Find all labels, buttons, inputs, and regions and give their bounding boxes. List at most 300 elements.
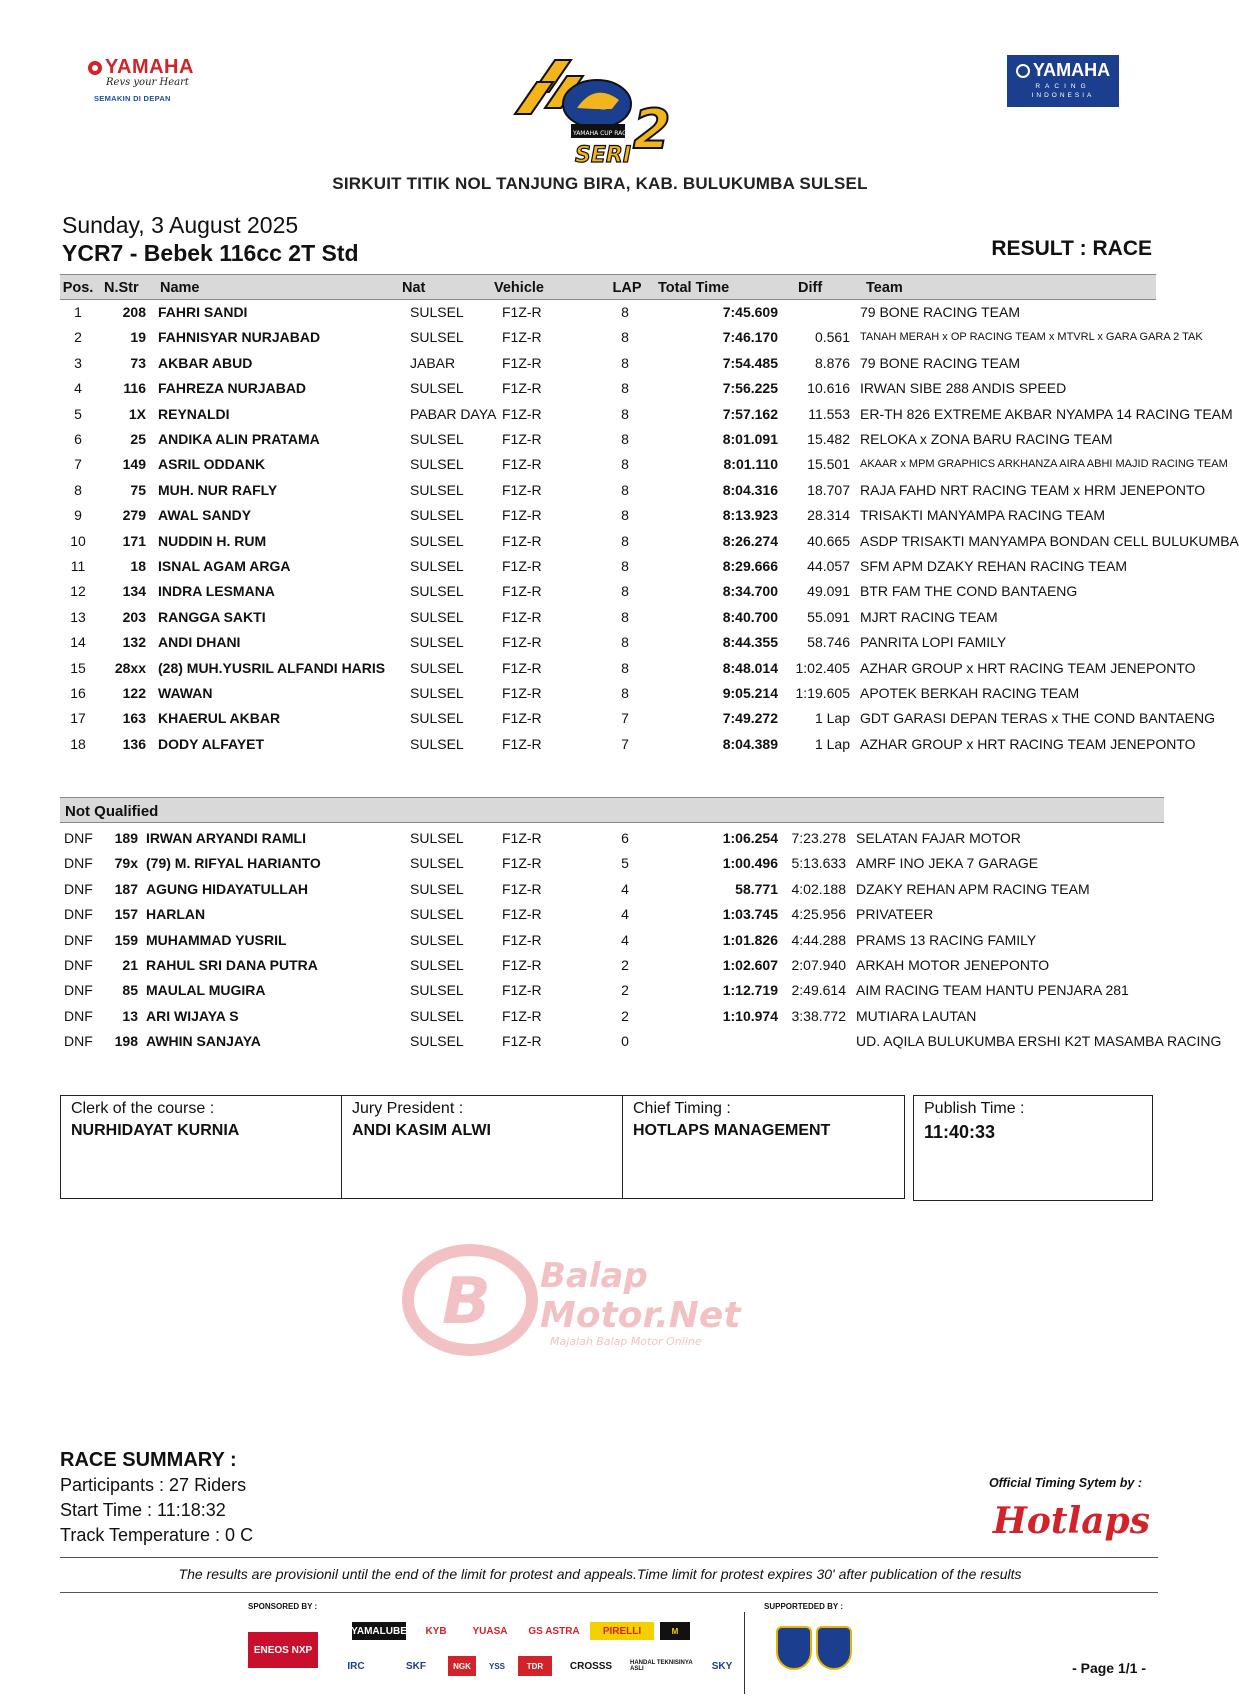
table-row: [60, 554, 1156, 579]
number-cell: 79x: [114, 855, 138, 872]
col-pos: Pos.: [62, 280, 94, 296]
table-row: [60, 529, 1239, 554]
vehicle-cell: F1Z-R: [502, 931, 542, 948]
hotlaps-logo: Hotlaps: [992, 1500, 1150, 1542]
diff-cell: 1 Lap: [814, 735, 850, 752]
rider-name-cell: NUDDIN H. RUM: [158, 532, 267, 549]
diff-cell: 1 Lap: [814, 710, 850, 727]
lap-cell: 8: [621, 634, 629, 651]
table-row: [60, 928, 1156, 953]
position-cell: DNF: [64, 931, 93, 948]
nat-cell: SULSEL: [410, 532, 464, 549]
sponsor-logo: IRC: [328, 1656, 384, 1676]
position-cell: 15: [70, 659, 86, 676]
number-cell: 73: [130, 354, 146, 371]
number-cell: 18: [130, 558, 146, 574]
rider-name-cell: RANGGA SAKTI: [158, 608, 266, 625]
nat-cell: SULSEL: [410, 583, 464, 600]
diff-cell: 49.091: [807, 583, 850, 600]
sponsor-logo: YAMALUBE: [352, 1622, 406, 1640]
total-time-cell: 8:26.274: [722, 532, 778, 549]
nat-cell: SULSEL: [410, 608, 464, 625]
diff-cell: 11.553: [808, 405, 850, 422]
number-cell: 187: [114, 880, 138, 897]
chief-timing-box: [622, 1095, 905, 1199]
team-cell: AIM RACING TEAM HANTU PENJARA 281: [856, 982, 1129, 999]
vehicle-cell: F1Z-R: [502, 329, 542, 346]
track-temperature: Track Temperature : 0 C: [60, 1525, 254, 1545]
table-row: [60, 579, 1156, 604]
total-time-cell: 1:01.826: [722, 931, 778, 948]
number-cell: 116: [123, 380, 146, 397]
not-qualified-header: Not Qualified: [60, 797, 1164, 823]
table-row: [60, 851, 1156, 876]
sponsor-logo: M: [660, 1622, 690, 1640]
number-cell: 198: [114, 1033, 138, 1050]
vehicle-cell: F1Z-R: [502, 558, 542, 574]
vehicle-cell: F1Z-R: [502, 906, 542, 923]
table-row: [60, 1029, 1222, 1054]
team-cell: MUTIARA LAUTAN: [856, 1007, 977, 1024]
lap-cell: 8: [621, 304, 629, 320]
diff-cell: 40.665: [807, 532, 850, 549]
table-row: [60, 402, 1233, 427]
total-time-cell: 1:00.496: [722, 855, 778, 872]
nat-cell: SULSEL: [410, 304, 464, 320]
sponsor-logo: KYB: [416, 1622, 456, 1640]
position-cell: 2: [74, 329, 82, 346]
table-row: [60, 503, 1156, 528]
number-cell: 21: [122, 957, 138, 973]
col-name: Name: [160, 280, 200, 296]
total-time-cell: 1:12.719: [722, 982, 778, 999]
team-cell: 79 BONE RACING TEAM: [860, 304, 1021, 320]
race-summary: [60, 1448, 253, 1548]
rider-name-cell: AWAL SANDY: [158, 507, 252, 524]
vehicle-cell: F1Z-R: [502, 710, 542, 727]
rider-name-cell: FAHRI SANDI: [158, 304, 248, 320]
diff-cell: 18.707: [807, 481, 850, 498]
vehicle-cell: F1Z-R: [502, 532, 542, 549]
lap-cell: 8: [621, 608, 629, 625]
nat-cell: JABAR: [410, 354, 456, 371]
vehicle-cell: F1Z-R: [502, 855, 542, 872]
lap-cell: 7: [621, 735, 629, 752]
team-cell: TRISAKTI MANYAMPA RACING TEAM: [860, 507, 1106, 524]
diff-cell: 15.501: [807, 456, 850, 473]
team-cell: IRWAN SIBE 288 ANDIS SPEED: [860, 380, 1067, 397]
rider-name-cell: ANDI DHANI: [158, 634, 241, 651]
lap-cell: 8: [621, 329, 629, 346]
vehicle-cell: F1Z-R: [502, 583, 542, 600]
jury-name: ANDI KASIM ALWI: [352, 1122, 491, 1139]
number-cell: 13: [122, 1007, 138, 1024]
chief-timing-label: Chief Timing :: [633, 1100, 731, 1117]
footer-divider-top: [60, 1557, 1158, 1558]
rider-name-cell: MUH. NUR RAFLY: [158, 481, 278, 498]
rider-name-cell: ANDIKA ALIN PRATAMA: [158, 431, 320, 447]
position-cell: 6: [74, 431, 82, 447]
lap-cell: 4: [621, 906, 629, 923]
diff-cell: 7:23.278: [791, 830, 846, 846]
position-cell: DNF: [64, 1007, 93, 1024]
number-cell: 1X: [128, 405, 146, 422]
yamaha-brand-text: YAMAHA: [105, 56, 194, 78]
results-table-header: [60, 274, 1156, 300]
nat-cell: SULSEL: [410, 735, 464, 752]
total-time-cell: 7:49.272: [722, 710, 778, 727]
rider-name-cell: (28) MUH.YUSRIL ALFANDI HARIS: [158, 659, 386, 676]
rider-name-cell: HARLAN: [146, 906, 206, 923]
clerk-name: NURHIDAYAT KURNIA: [71, 1122, 240, 1139]
total-time-cell: 1:06.254: [722, 830, 778, 846]
yamaha-emblem-icon: [88, 61, 102, 75]
lap-cell: 8: [621, 380, 629, 397]
table-row: [60, 452, 1228, 477]
table-row: [60, 953, 1156, 978]
nat-cell: SULSEL: [410, 558, 464, 574]
team-cell: RELOKA x ZONA BARU RACING TEAM: [860, 431, 1113, 447]
police-badge-icon: [776, 1626, 812, 1670]
rider-name-cell: FAHREZA NURJABAD: [158, 380, 307, 397]
diff-cell: 1:02.405: [795, 659, 850, 676]
team-cell: PANRITA LOPI FAMILY: [860, 634, 1007, 651]
rider-name-cell: AWHIN SANJAYA: [146, 1033, 261, 1050]
diff-cell: 3:38.772: [791, 1007, 846, 1024]
svg-text:Motor.Net: Motor.Net: [540, 1295, 741, 1336]
diff-cell: 4:02.188: [791, 880, 846, 897]
imi-badge-icon: [816, 1626, 852, 1670]
svg-text:2: 2: [633, 98, 671, 161]
sponsor-logo: ENEOS NXP: [248, 1632, 318, 1668]
position-cell: DNF: [64, 830, 93, 846]
table-row: [60, 630, 1156, 655]
team-cell: RAJA FAHD NRT RACING TEAM x HRM JENEPONTO: [860, 481, 1206, 498]
position-cell: 10: [70, 532, 86, 549]
position-cell: DNF: [64, 982, 93, 999]
svg-text:YAMAHA CUP RACE: YAMAHA CUP RACE: [573, 130, 631, 137]
class-title: YCR7 - Bebek 116cc 2T Std: [62, 240, 359, 266]
number-cell: 157: [114, 906, 138, 923]
nat-cell: SULSEL: [410, 710, 464, 727]
team-cell: AMRF INO JEKA 7 GARAGE: [856, 855, 1039, 872]
number-cell: 203: [122, 608, 146, 625]
start-time: Start Time : 11:18:32: [60, 1500, 226, 1520]
team-cell: AZHAR GROUP x HRT RACING TEAM JENEPONTO: [860, 659, 1196, 676]
total-time-cell: 58.771: [735, 880, 778, 897]
table-row: [60, 732, 1196, 757]
yamaha-emblem-icon: [1016, 64, 1030, 78]
col-team: Team: [866, 280, 903, 296]
rider-name-cell: MUHAMMAD YUSRIL: [146, 931, 287, 948]
table-row: [60, 1004, 1156, 1029]
vehicle-cell: F1Z-R: [502, 405, 542, 422]
sponsored-by-label: SPONSORED BY :: [248, 1602, 318, 1611]
nat-cell: SULSEL: [410, 1007, 464, 1024]
yamaha-subline: SEMAKIN DI DEPAN: [94, 94, 171, 103]
diff-cell: 1:19.605: [795, 685, 850, 701]
race-date: Sunday, 3 August 2025: [62, 212, 299, 238]
jury-box: [341, 1095, 623, 1199]
nat-cell: SULSEL: [410, 329, 464, 346]
sponsor-logo: YSS: [480, 1656, 514, 1676]
svg-text:SERI: SERI: [575, 143, 631, 168]
number-cell: 208: [122, 304, 146, 320]
sponsor-logo: TDR: [518, 1656, 552, 1676]
number-cell: 122: [122, 685, 146, 701]
team-cell: UD. AQILA BULUKUMBA ERSHI K2T MASAMBA RACING: [856, 1033, 1222, 1050]
number-cell: 279: [122, 507, 146, 524]
clerk-box: [60, 1095, 342, 1199]
lap-cell: 0: [621, 1033, 629, 1050]
sponsor-logo: SKY: [702, 1656, 742, 1676]
team-cell: TANAH MERAH x OP RACING TEAM x MTVRL x GARA GARA 2 TAK: [860, 331, 1203, 344]
vehicle-cell: F1Z-R: [502, 481, 542, 498]
lap-cell: 8: [621, 558, 629, 574]
rider-name-cell: MAULAL MUGIRA: [146, 982, 266, 999]
nat-cell: SULSEL: [410, 855, 464, 872]
col-diff: Diff: [798, 280, 823, 296]
total-time-cell: 1:02.607: [722, 957, 778, 973]
sponsor-logo: CROSSS: [556, 1656, 626, 1676]
lap-cell: 8: [621, 354, 629, 371]
team-cell: GDT GARASI DEPAN TERAS x THE COND BANTAENG: [860, 710, 1215, 727]
number-cell: 136: [122, 735, 146, 752]
lap-cell: 2: [621, 982, 629, 999]
diff-cell: 55.091: [807, 608, 850, 625]
footer-divider-bottom: [60, 1592, 1158, 1593]
svg-text:Balap: Balap: [540, 1256, 648, 1296]
col-vehicle: Vehicle: [494, 280, 544, 296]
rider-name-cell: (79) M. RIFYAL HARIANTO: [146, 855, 321, 872]
rider-name-cell: AGUNG HIDAYATULLAH: [146, 880, 309, 897]
balapmotor-watermark: [400, 1245, 800, 1355]
number-cell: 19: [130, 329, 146, 346]
vehicle-cell: F1Z-R: [502, 304, 542, 320]
clerk-label: Clerk of the course :: [71, 1100, 215, 1117]
rider-name-cell: IRWAN ARYANDI RAMLI: [146, 830, 306, 846]
lap-cell: 8: [621, 583, 629, 600]
team-cell: ASDP TRISAKTI MANYAMPA BONDAN CELL BULUKUMBA: [860, 532, 1239, 549]
yamaha-logo-left: [88, 56, 198, 112]
rider-name-cell: INDRA LESMANA: [158, 583, 275, 600]
sponsor-logo: GS ASTRA: [524, 1622, 584, 1640]
nat-cell: PABAR DAYA: [410, 405, 497, 422]
sponsor-logo: YUASA: [460, 1622, 520, 1640]
nat-cell: SULSEL: [410, 431, 464, 447]
number-cell: 159: [114, 931, 138, 948]
vehicle-cell: F1Z-R: [502, 608, 542, 625]
sponsor-logo: PIRELLI: [590, 1622, 654, 1640]
team-cell: AKAAR x MPM GRAPHICS ARKHANZA AIRA ABHI MAJID RACING TEAM: [860, 458, 1228, 471]
total-time-cell: 1:03.745: [722, 906, 778, 923]
rider-name-cell: ASRIL ODDANK: [158, 456, 266, 473]
svg-text:YCR: YCR: [577, 106, 617, 127]
lap-cell: 8: [621, 481, 629, 498]
total-time-cell: 7:56.225: [722, 380, 778, 397]
circuit-name: SIRKUIT TITIK NOL TANJUNG BIRA, KAB. BULUKUMBA SULSEL: [332, 174, 868, 193]
position-cell: 13: [70, 608, 86, 625]
total-time-cell: 8:29.666: [722, 558, 778, 574]
rider-name-cell: FAHNISYAR NURJABAD: [158, 329, 321, 346]
yamaha-indonesia-line: INDONESIA: [1031, 92, 1095, 99]
col-total-time: Total Time: [658, 280, 730, 296]
position-cell: 12: [70, 583, 86, 600]
rider-name-cell: AKBAR ABUD: [158, 354, 253, 371]
number-cell: 163: [122, 710, 146, 727]
nat-cell: SULSEL: [410, 481, 464, 498]
lap-cell: 8: [621, 456, 629, 473]
position-cell: 8: [74, 481, 82, 498]
lap-cell: 4: [621, 880, 629, 897]
nat-cell: SULSEL: [410, 507, 464, 524]
svg-text:B: B: [442, 1265, 491, 1339]
position-cell: 11: [70, 558, 86, 574]
total-time-cell: 8:01.110: [723, 456, 778, 473]
vehicle-cell: F1Z-R: [502, 1033, 542, 1050]
diff-cell: 2:07.940: [791, 957, 846, 973]
ycr-logo-icon: [515, 52, 675, 170]
position-cell: 1: [74, 304, 82, 320]
table-row: [60, 325, 1203, 350]
diff-cell: 0.561: [814, 329, 850, 346]
position-cell: 17: [70, 710, 86, 727]
total-time-cell: 8:40.700: [722, 608, 778, 625]
total-time-cell: 8:04.316: [722, 481, 778, 498]
nat-cell: SULSEL: [410, 982, 464, 999]
lap-cell: 8: [621, 685, 629, 701]
table-row: [60, 300, 1156, 325]
sponsor-logos: [248, 1616, 738, 1688]
nat-cell: SULSEL: [410, 906, 464, 923]
team-cell: ER-TH 826 EXTREME AKBAR NYAMPA 14 RACING TEAM: [860, 405, 1233, 422]
nat-cell: SULSEL: [410, 659, 464, 676]
number-cell: 85: [122, 982, 138, 999]
yamaha-racing-indonesia-logo: [1007, 55, 1119, 107]
yamaha-racing-line: RACING: [1035, 83, 1091, 90]
lap-cell: 8: [621, 507, 629, 524]
diff-cell: 4:44.288: [791, 931, 846, 948]
diff-cell: 15.482: [807, 431, 850, 447]
lap-cell: 8: [621, 532, 629, 549]
number-cell: 75: [130, 481, 146, 498]
total-time-cell: 7:57.162: [722, 405, 778, 422]
nat-cell: SULSEL: [410, 1033, 464, 1050]
yamaha-tagline: Revs your Heart: [106, 77, 189, 88]
rider-name-cell: DODY ALFAYET: [158, 735, 265, 752]
result-label: RESULT : RACE: [991, 237, 1152, 260]
vehicle-cell: F1Z-R: [502, 380, 542, 397]
table-row: [60, 351, 1156, 376]
supported-by-label: SUPPORTEDED BY :: [764, 1602, 843, 1611]
participants: Participants : 27 Riders: [60, 1475, 247, 1495]
jury-label: Jury President :: [352, 1100, 464, 1117]
team-cell: PRAMS 13 RACING FAMILY: [856, 931, 1037, 948]
position-cell: 7: [74, 456, 82, 473]
lap-cell: 6: [621, 830, 629, 846]
diff-cell: 58.746: [807, 634, 850, 651]
number-cell: 189: [114, 830, 138, 846]
team-cell: DZAKY REHAN APM RACING TEAM: [856, 880, 1090, 897]
vehicle-cell: F1Z-R: [502, 957, 542, 973]
vehicle-cell: F1Z-R: [502, 354, 542, 371]
sponsor-logo: HANDAL TEKNISINYA ASLI: [630, 1656, 698, 1676]
official-timing-label: Official Timing Sytem by :: [988, 1476, 1142, 1490]
lap-cell: 8: [621, 405, 629, 422]
vehicle-cell: F1Z-R: [502, 685, 542, 701]
table-row: [60, 706, 1215, 731]
table-row: [60, 427, 1156, 452]
team-cell: PRIVATEER: [856, 906, 934, 923]
publish-time-label: Publish Time :: [924, 1100, 1025, 1117]
nat-cell: SULSEL: [410, 685, 464, 701]
total-time-cell: 8:34.700: [722, 583, 778, 600]
col-lap: LAP: [612, 280, 642, 296]
page-number: - Page 1/1 -: [1072, 1660, 1146, 1676]
lap-cell: 8: [621, 431, 629, 447]
position-cell: 3: [74, 354, 82, 371]
total-time-cell: 8:04.389: [722, 735, 778, 752]
table-row: [60, 656, 1196, 681]
table-row: [60, 902, 1156, 927]
team-cell: ARKAH MOTOR JENEPONTO: [856, 957, 1050, 973]
table-row: [60, 605, 1156, 630]
position-cell: DNF: [64, 855, 93, 872]
nat-cell: SULSEL: [410, 931, 464, 948]
rider-name-cell: KHAERUL AKBAR: [158, 710, 281, 727]
diff-cell: 4:25.956: [791, 906, 846, 923]
number-cell: 149: [122, 456, 146, 473]
team-cell: SFM APM DZAKY REHAN RACING TEAM: [860, 558, 1128, 574]
table-row: [60, 826, 1156, 851]
disclaimer: The results are provisionil until the end of the limit for protest and appeals.Time limit for protest expires 30' after publication of the results: [178, 1566, 1022, 1582]
number-cell: 171: [122, 532, 146, 549]
rider-name-cell: REYNALDI: [158, 405, 230, 422]
position-cell: 4: [74, 380, 82, 397]
team-cell: 79 BONE RACING TEAM: [860, 354, 1021, 371]
position-cell: 9: [74, 507, 82, 524]
nat-cell: SULSEL: [410, 880, 464, 897]
diff-cell: 8.876: [814, 354, 850, 371]
svg-text:Majalah Balap Motor Online: Majalah Balap Motor Online: [550, 1335, 702, 1348]
table-row: [60, 681, 1156, 706]
col-nat: Nat: [402, 280, 426, 296]
vehicle-cell: F1Z-R: [502, 1007, 542, 1024]
position-cell: DNF: [64, 1033, 93, 1050]
lap-cell: 4: [621, 931, 629, 948]
table-row: [60, 478, 1206, 503]
position-cell: 14: [70, 634, 86, 651]
total-time-cell: 8:01.091: [722, 431, 778, 447]
sponsor-logo: SKF: [388, 1656, 444, 1676]
total-time-cell: 8:44.355: [722, 634, 778, 651]
rider-name-cell: WAWAN: [158, 685, 213, 701]
team-cell: MJRT RACING TEAM: [860, 608, 998, 625]
team-cell: BTR FAM THE COND BANTAENG: [860, 583, 1078, 600]
number-cell: 25: [130, 431, 146, 447]
position-cell: DNF: [64, 906, 93, 923]
vehicle-cell: F1Z-R: [502, 659, 542, 676]
position-cell: DNF: [64, 957, 93, 973]
vehicle-cell: F1Z-R: [502, 507, 542, 524]
vehicle-cell: F1Z-R: [502, 735, 542, 752]
vehicle-cell: F1Z-R: [502, 880, 542, 897]
position-cell: 16: [70, 685, 86, 701]
vehicle-cell: F1Z-R: [502, 634, 542, 651]
total-time-cell: 9:05.214: [722, 685, 778, 701]
lap-cell: 5: [621, 855, 629, 872]
total-time-cell: 8:13.923: [722, 507, 778, 524]
